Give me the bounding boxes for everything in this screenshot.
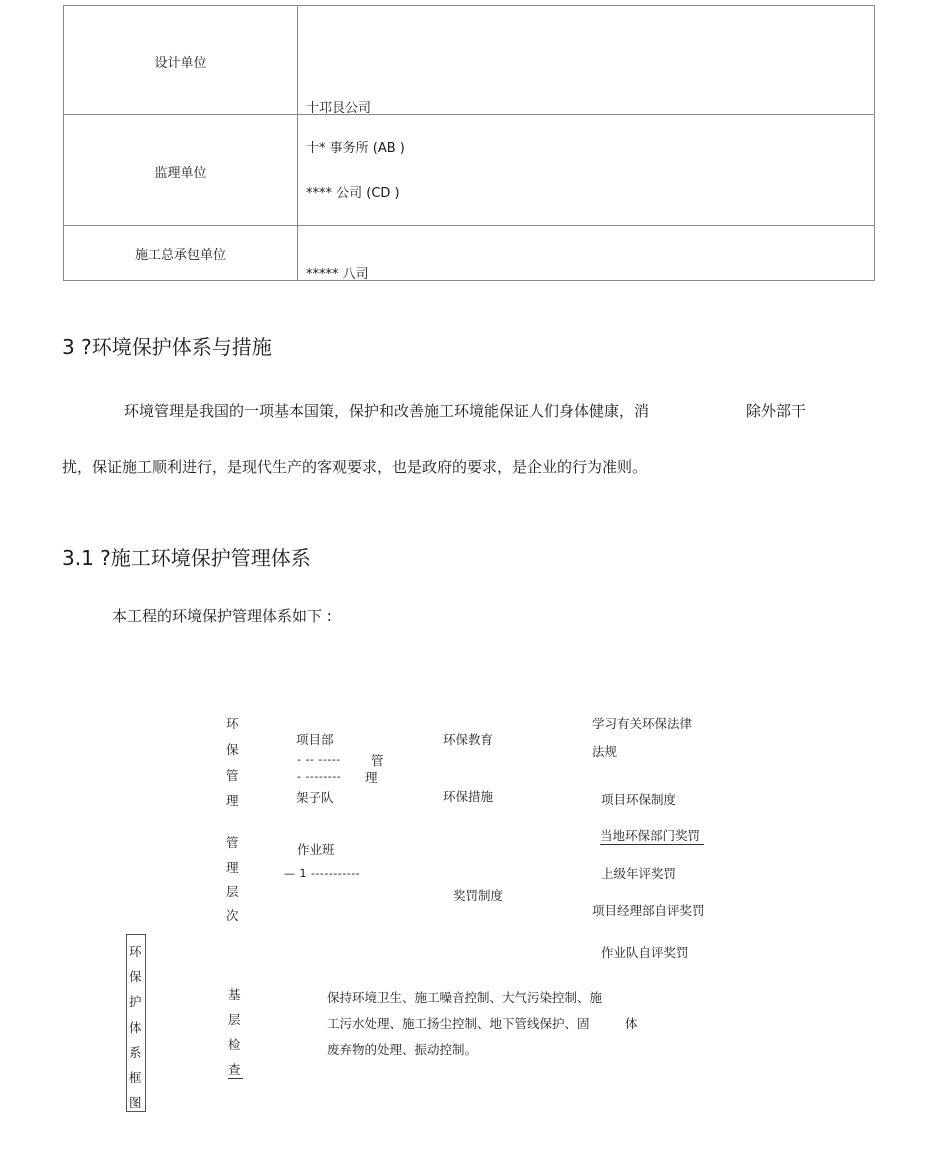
frame-char: 保	[129, 969, 142, 984]
env-measures-label: 环保措施	[443, 789, 494, 804]
table-label-cell	[64, 6, 298, 115]
env-mgmt-char: 理	[226, 793, 239, 808]
general-contractor-value: ***** 八司	[306, 267, 369, 282]
base-text-line2b: 体	[625, 1016, 638, 1031]
section-3-para-line2: 扰，保证施工顺利进行，是现代生产的客观要求，也是政府的要求，是企业的行为准则。	[62, 458, 648, 476]
frame-char: 体	[129, 1020, 142, 1035]
table-row	[64, 226, 875, 281]
section-31-heading: 3.1 ?施工环境保护管理体系	[62, 546, 311, 570]
base-check-char: 查	[228, 1060, 243, 1079]
dash-line: — 1 -----------	[284, 867, 361, 880]
superior-annual-label: 上级年评奖罚	[601, 866, 677, 881]
table-row	[64, 115, 875, 226]
dash-line: - --------	[297, 770, 342, 783]
li-label: 理	[365, 770, 378, 785]
section-3-para-line1a: 环境管理是我国的一项基本国策，保护和改善施工环境能保证人们身体健康，消	[124, 402, 650, 420]
table-label-cell	[64, 115, 298, 226]
table-value-cell	[298, 115, 875, 226]
env-mgmt-char: 保	[226, 742, 239, 757]
study-law-label-1: 学习有关环保法律	[592, 716, 693, 731]
reward-system-label: 奖罚制度	[453, 888, 504, 903]
base-text-line1: 保持环境卫生、施工噪音控制、大气污染控制、施	[327, 990, 603, 1005]
supervision-unit-value-2: **** 公司 (CD )	[306, 186, 400, 201]
design-unit-label: 设计单位	[154, 56, 207, 71]
local-env-reward-label: 当地环保部门奖罚	[600, 826, 704, 845]
mgmt-level-char: 层	[226, 884, 239, 899]
frame-char: 环	[129, 944, 142, 959]
table-value-cell	[298, 6, 875, 115]
work-team-label: 作业班	[297, 842, 335, 857]
supervision-unit-value-1: 十* 事务所 (AB )	[306, 141, 405, 156]
team-self-eval-label: 作业队自评奖罚	[601, 945, 689, 960]
pm-self-eval-label: 项目经理部自评奖罚	[592, 903, 705, 918]
study-law-label-2: 法规	[592, 744, 618, 759]
base-check-char: 检	[228, 1037, 241, 1052]
base-text-line3: 废弃物的处理、振动控制。	[327, 1042, 478, 1057]
env-mgmt-char: 环	[226, 716, 239, 731]
units-table	[63, 5, 875, 281]
table-label-cell	[64, 226, 298, 281]
project-env-system-label: 项目环保制度	[601, 792, 677, 807]
mgmt-level-char: 管	[226, 835, 239, 850]
section-3-para-line1b: 除外部干	[746, 402, 807, 420]
section-31-intro: 本工程的环境保护管理体系如下 :	[112, 607, 332, 625]
frame-char: 图	[129, 1095, 142, 1110]
mgmt-level-char: 次	[226, 908, 239, 923]
general-contractor-label: 施工总承包单位	[134, 248, 226, 263]
table-value-cell	[298, 226, 875, 281]
frame-char: 框	[129, 1070, 142, 1085]
env-education-label: 环保教育	[443, 732, 494, 747]
mgmt-level-char: 理	[226, 860, 239, 875]
supervision-unit-label: 监理单位	[154, 166, 207, 181]
section-3-heading: 3 ?环境保护体系与措施	[62, 335, 272, 359]
base-check-char: 层	[228, 1012, 241, 1027]
env-mgmt-char: 管	[226, 768, 239, 783]
base-check-char: 基	[228, 987, 241, 1002]
frame-team-label: 架子队	[296, 790, 334, 805]
project-dept-label: 项目部	[296, 732, 334, 747]
frame-char: 系	[129, 1045, 142, 1060]
table-row	[64, 6, 875, 115]
base-text-line2a: 工污水处理、施工扬尘控制、地下管线保护、固	[327, 1016, 590, 1031]
guan-label: 管	[371, 753, 384, 768]
design-unit-value: 十邛艮公司	[306, 101, 372, 116]
frame-char: 护	[129, 994, 142, 1009]
dash-line: - -- -----	[297, 753, 341, 766]
